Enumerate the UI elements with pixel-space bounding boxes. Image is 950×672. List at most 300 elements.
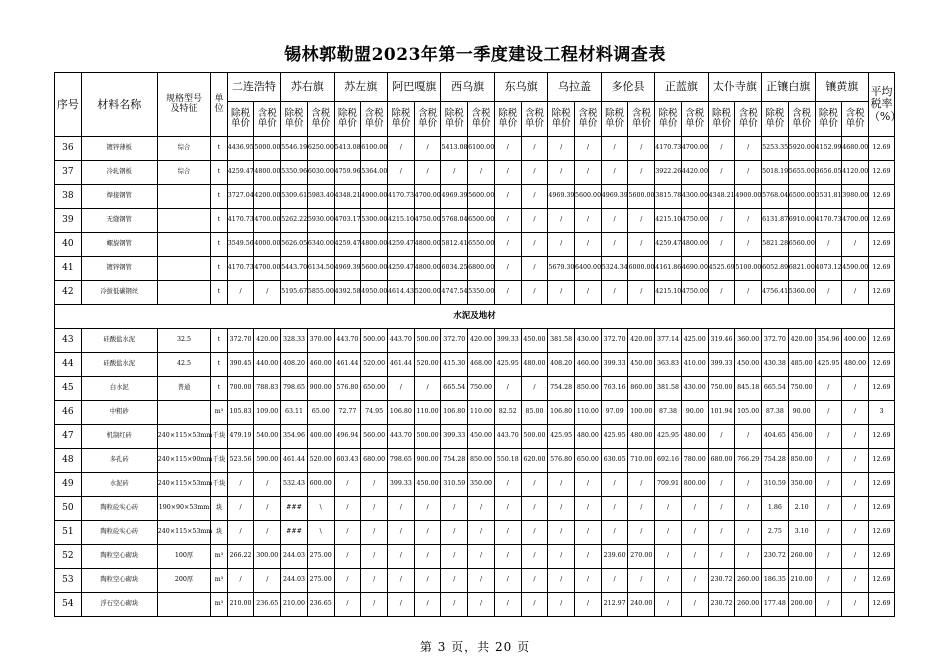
header-region: 苏左旗 xyxy=(334,73,387,102)
price-cell: 310.59 xyxy=(762,473,789,497)
price-cell: / xyxy=(494,137,521,161)
price-cell: 480.00 xyxy=(842,353,869,377)
price-cell: / xyxy=(227,569,254,593)
rate-cell: 12.69 xyxy=(868,185,894,209)
price-cell: / xyxy=(842,377,869,401)
price-cell: / xyxy=(521,593,548,617)
price-cell: / xyxy=(628,473,655,497)
price-cell: 6030.00 xyxy=(307,161,334,185)
price-cell: 6100.00 xyxy=(361,137,388,161)
table-row xyxy=(55,473,895,497)
material-name: 白水泥 xyxy=(81,377,157,401)
price-cell: / xyxy=(414,521,441,545)
price-cell: 420.00 xyxy=(628,329,655,353)
price-cell: / xyxy=(735,209,762,233)
materials-table xyxy=(54,72,902,617)
price-cell: 372.70 xyxy=(762,329,789,353)
price-cell: / xyxy=(815,377,842,401)
price-cell: / xyxy=(601,497,628,521)
price-cell: 372.70 xyxy=(441,329,468,353)
price-cell: / xyxy=(441,593,468,617)
price-cell: ### xyxy=(281,497,308,521)
header-region: 多伦县 xyxy=(601,73,654,102)
price-cell: 520.00 xyxy=(414,353,441,377)
material-spec: 综合 xyxy=(157,137,210,161)
price-cell: \ xyxy=(307,497,334,521)
price-cell: 5300.00 xyxy=(361,209,388,233)
price-cell: / xyxy=(548,233,575,257)
material-unit: t xyxy=(211,233,227,257)
price-cell: 461.44 xyxy=(334,353,361,377)
price-cell: 5855.00 xyxy=(307,281,334,305)
price-cell: 390.45 xyxy=(227,353,254,377)
price-cell: 900.00 xyxy=(414,449,441,473)
price-cell: / xyxy=(414,377,441,401)
price-cell: / xyxy=(388,161,415,185)
header-region: 西乌旗 xyxy=(441,73,494,102)
price-cell: / xyxy=(361,569,388,593)
price-cell: 4747.54 xyxy=(441,281,468,305)
price-cell: 600.00 xyxy=(307,473,334,497)
price-cell: 6550.00 xyxy=(468,233,495,257)
row-index: 54 xyxy=(55,593,82,617)
price-cell: 800.00 xyxy=(681,473,708,497)
header-price-in-tax: 含税单价 xyxy=(521,102,548,137)
price-cell: / xyxy=(361,545,388,569)
price-cell: 399.33 xyxy=(494,329,521,353)
price-cell: 230.72 xyxy=(762,545,789,569)
price-cell: 381.58 xyxy=(655,377,682,401)
price-cell: / xyxy=(681,545,708,569)
price-cell: 754.28 xyxy=(548,377,575,401)
price-cell: / xyxy=(735,233,762,257)
price-cell: / xyxy=(494,281,521,305)
price-cell: 4420.00 xyxy=(681,161,708,185)
header-unit: 单位 xyxy=(211,73,227,137)
price-cell: 4700.00 xyxy=(414,185,441,209)
rate-cell: 12.69 xyxy=(868,377,894,401)
price-cell: 485.00 xyxy=(788,353,815,377)
price-cell: / xyxy=(468,497,495,521)
price-cell: / xyxy=(815,425,842,449)
price-cell: 4900.00 xyxy=(361,185,388,209)
price-cell: 430.00 xyxy=(575,329,602,353)
price-cell: 754.28 xyxy=(441,449,468,473)
rate-cell: 12.69 xyxy=(868,449,894,473)
row-index: 39 xyxy=(55,209,82,233)
table-row xyxy=(55,329,895,353)
price-cell: / xyxy=(575,281,602,305)
price-cell: / xyxy=(628,569,655,593)
material-unit: t xyxy=(211,209,227,233)
header-price-in-tax: 含税单价 xyxy=(575,102,602,137)
price-cell: 6910.00 xyxy=(788,209,815,233)
price-cell: / xyxy=(388,497,415,521)
price-cell: / xyxy=(548,473,575,497)
price-cell: 210.00 xyxy=(281,593,308,617)
material-name: 无缝钢管 xyxy=(81,209,157,233)
price-cell: / xyxy=(254,569,281,593)
price-cell: 665.54 xyxy=(762,377,789,401)
price-cell: / xyxy=(548,545,575,569)
price-cell: 408.20 xyxy=(281,353,308,377)
price-cell: / xyxy=(468,545,495,569)
header-name: 材料名称 xyxy=(81,73,157,137)
price-cell: / xyxy=(815,593,842,617)
material-unit: t xyxy=(211,353,227,377)
price-cell: 5413.08 xyxy=(441,137,468,161)
price-cell: 5679.30 xyxy=(548,257,575,281)
price-cell: / xyxy=(494,473,521,497)
price-cell: 3531.81 xyxy=(815,185,842,209)
price-cell: 4614.43 xyxy=(388,281,415,305)
price-cell: / xyxy=(628,521,655,545)
material-spec xyxy=(157,233,210,257)
price-cell: / xyxy=(655,545,682,569)
price-cell: / xyxy=(708,161,735,185)
price-cell: 5600.00 xyxy=(468,185,495,209)
price-cell: 266.22 xyxy=(227,545,254,569)
price-cell: 480.00 xyxy=(628,425,655,449)
price-cell: 4120.00 xyxy=(842,161,869,185)
price-cell: 4969.39 xyxy=(548,185,575,209)
price-cell: / xyxy=(227,473,254,497)
row-index: 40 xyxy=(55,233,82,257)
price-cell: 319.46 xyxy=(708,329,735,353)
price-cell: 4170.73 xyxy=(655,137,682,161)
price-cell: / xyxy=(575,497,602,521)
price-cell: 4703.17 xyxy=(334,209,361,233)
price-cell: / xyxy=(601,137,628,161)
price-cell: / xyxy=(494,161,521,185)
price-cell: 6134.50 xyxy=(307,257,334,281)
price-cell: / xyxy=(441,521,468,545)
price-cell: / xyxy=(681,593,708,617)
price-cell: 4750.00 xyxy=(414,209,441,233)
price-cell: / xyxy=(388,137,415,161)
price-cell: / xyxy=(735,497,762,521)
price-cell: 82.52 xyxy=(494,401,521,425)
table-row xyxy=(55,449,895,473)
price-cell: / xyxy=(815,449,842,473)
price-cell: 480.00 xyxy=(681,425,708,449)
price-cell: / xyxy=(548,161,575,185)
material-spec: 综合 xyxy=(157,161,210,185)
price-cell: 450.00 xyxy=(414,473,441,497)
price-cell: 798.65 xyxy=(281,377,308,401)
price-cell: 650.00 xyxy=(361,377,388,401)
price-cell: 240.00 xyxy=(628,593,655,617)
price-cell: 110.00 xyxy=(575,401,602,425)
price-cell: / xyxy=(842,425,869,449)
price-cell: / xyxy=(441,497,468,521)
header-region: 太仆寺旗 xyxy=(708,73,761,102)
price-cell: / xyxy=(548,209,575,233)
price-cell: 5360.00 xyxy=(788,281,815,305)
price-cell: / xyxy=(468,593,495,617)
price-cell: / xyxy=(494,521,521,545)
material-name: 硅酸盐水泥 xyxy=(81,353,157,377)
material-unit: 块 xyxy=(211,497,227,521)
price-cell: 310.59 xyxy=(441,473,468,497)
header-index: 序号 xyxy=(55,73,82,137)
price-cell: 440.00 xyxy=(254,353,281,377)
price-cell: / xyxy=(735,521,762,545)
price-cell: / xyxy=(628,281,655,305)
table-row xyxy=(55,521,895,545)
price-cell: / xyxy=(708,425,735,449)
table-row xyxy=(55,569,895,593)
price-cell: / xyxy=(441,161,468,185)
material-unit: m³ xyxy=(211,569,227,593)
header-price-ex-tax: 除税单价 xyxy=(494,102,521,137)
price-cell: 6250.00 xyxy=(307,137,334,161)
material-unit: 千块 xyxy=(211,473,227,497)
price-cell: 680.00 xyxy=(361,449,388,473)
price-cell: / xyxy=(548,137,575,161)
price-cell: 480.00 xyxy=(575,425,602,449)
header-region: 镶黄旗 xyxy=(815,73,868,102)
price-cell: 3656.05 xyxy=(815,161,842,185)
price-cell: 4259.47 xyxy=(388,233,415,257)
price-cell: 750.00 xyxy=(788,377,815,401)
material-name: 镀锌薄板 xyxy=(81,137,157,161)
price-cell: / xyxy=(441,569,468,593)
price-cell: / xyxy=(388,521,415,545)
rate-cell: 12.69 xyxy=(868,521,894,545)
price-cell: 3815.78 xyxy=(655,185,682,209)
row-index: 42 xyxy=(55,281,82,305)
price-cell: 5262.22 xyxy=(281,209,308,233)
price-cell: 500.00 xyxy=(414,329,441,353)
row-index: 51 xyxy=(55,521,82,545)
price-cell: 4525.69 xyxy=(708,257,735,281)
rate-cell: 12.69 xyxy=(868,233,894,257)
price-cell: 85.00 xyxy=(521,401,548,425)
price-cell: / xyxy=(227,281,254,305)
price-cell: 425.00 xyxy=(681,329,708,353)
price-cell: / xyxy=(601,569,628,593)
material-spec: 240×115×53mm xyxy=(157,473,210,497)
price-cell: 798.65 xyxy=(388,449,415,473)
price-cell: / xyxy=(414,137,441,161)
header-row-regions xyxy=(55,73,895,102)
header-price-in-tax: 含税单价 xyxy=(842,102,869,137)
price-cell: 212.97 xyxy=(601,593,628,617)
header-price-in-tax: 含税单价 xyxy=(307,102,334,137)
header-region: 东乌旗 xyxy=(494,73,547,102)
price-cell: 260.00 xyxy=(735,569,762,593)
price-cell: 4392.58 xyxy=(334,281,361,305)
price-cell: / xyxy=(708,233,735,257)
price-cell: 425.95 xyxy=(815,353,842,377)
price-cell: 5018.19 xyxy=(762,161,789,185)
price-cell: 101.94 xyxy=(708,401,735,425)
material-name: 多孔砖 xyxy=(81,449,157,473)
price-cell: / xyxy=(361,497,388,521)
price-cell: 360.00 xyxy=(735,329,762,353)
price-cell: 479.19 xyxy=(227,425,254,449)
table-row xyxy=(55,185,895,209)
price-cell: 4690.00 xyxy=(681,257,708,281)
price-cell: / xyxy=(681,497,708,521)
price-cell: 4750.00 xyxy=(681,209,708,233)
price-cell: 2.10 xyxy=(788,497,815,521)
price-cell: / xyxy=(521,377,548,401)
price-cell: 5600.00 xyxy=(361,257,388,281)
price-cell: / xyxy=(254,497,281,521)
price-cell: 4215.10 xyxy=(655,281,682,305)
price-cell: / xyxy=(521,209,548,233)
price-cell: 210.00 xyxy=(227,593,254,617)
price-cell: 105.00 xyxy=(735,401,762,425)
price-cell: 460.00 xyxy=(307,353,334,377)
price-cell: 399.33 xyxy=(441,425,468,449)
table-row xyxy=(55,281,895,305)
price-cell: / xyxy=(815,497,842,521)
price-cell: 275.00 xyxy=(307,545,334,569)
price-cell: 90.00 xyxy=(788,401,815,425)
header-price-in-tax: 含税单价 xyxy=(681,102,708,137)
price-cell: 860.00 xyxy=(628,377,655,401)
price-cell: 410.00 xyxy=(681,353,708,377)
price-cell: 420.00 xyxy=(788,329,815,353)
rate-cell: 12.69 xyxy=(868,257,894,281)
header-region: 二连浩特 xyxy=(227,73,280,102)
price-cell: 692.16 xyxy=(655,449,682,473)
price-cell: / xyxy=(575,569,602,593)
price-cell: 450.00 xyxy=(628,353,655,377)
row-index: 45 xyxy=(55,377,82,401)
price-cell: 845.18 xyxy=(735,377,762,401)
price-cell: / xyxy=(601,521,628,545)
price-cell: 500.00 xyxy=(414,425,441,449)
price-cell: / xyxy=(494,233,521,257)
header-price-ex-tax: 除税单价 xyxy=(548,102,575,137)
price-cell: / xyxy=(414,497,441,521)
price-cell: 550.18 xyxy=(494,449,521,473)
material-spec: 240×115×90mm xyxy=(157,449,210,473)
price-cell: / xyxy=(842,497,869,521)
price-cell: / xyxy=(548,569,575,593)
price-cell: 420.00 xyxy=(468,329,495,353)
price-cell: / xyxy=(521,281,548,305)
price-cell: 3980.00 xyxy=(842,185,869,209)
row-index: 43 xyxy=(55,329,82,353)
header-rate: 平均税率（%） xyxy=(868,73,894,137)
price-cell: / xyxy=(334,593,361,617)
price-cell: 6340.00 xyxy=(307,233,334,257)
price-cell: 236.65 xyxy=(307,593,334,617)
material-name: 螺旋钢管 xyxy=(81,233,157,257)
price-cell: 372.70 xyxy=(227,329,254,353)
header-region: 正镶白旗 xyxy=(762,73,815,102)
price-cell: 239.60 xyxy=(601,545,628,569)
price-cell: 6100.00 xyxy=(468,137,495,161)
price-cell: 354.96 xyxy=(815,329,842,353)
price-cell: / xyxy=(601,233,628,257)
table-row xyxy=(55,497,895,521)
price-cell: 106.80 xyxy=(548,401,575,425)
price-cell: 4800.00 xyxy=(681,233,708,257)
price-cell: 72.77 xyxy=(334,401,361,425)
price-cell: ### xyxy=(281,521,308,545)
price-cell: / xyxy=(708,521,735,545)
price-cell: 5600.00 xyxy=(628,185,655,209)
price-cell: / xyxy=(601,161,628,185)
price-cell: 110.00 xyxy=(468,401,495,425)
price-cell: 680.00 xyxy=(708,449,735,473)
price-cell: / xyxy=(388,569,415,593)
row-index: 53 xyxy=(55,569,82,593)
header-price-ex-tax: 除税单价 xyxy=(334,102,361,137)
price-cell: / xyxy=(575,545,602,569)
price-cell: 6821.00 xyxy=(788,257,815,281)
price-cell: 4152.99 xyxy=(815,137,842,161)
price-cell: / xyxy=(735,425,762,449)
material-spec: 240×115×53mm xyxy=(157,425,210,449)
price-cell: 97.09 xyxy=(601,401,628,425)
price-cell: / xyxy=(815,545,842,569)
table-row xyxy=(55,593,895,617)
price-cell: 6400.00 xyxy=(575,257,602,281)
material-unit: 块 xyxy=(211,521,227,545)
price-cell: / xyxy=(708,281,735,305)
price-cell: / xyxy=(548,521,575,545)
price-cell: 4759.96 xyxy=(334,161,361,185)
row-index: 49 xyxy=(55,473,82,497)
price-cell: / xyxy=(334,521,361,545)
price-cell: 850.00 xyxy=(575,377,602,401)
price-cell: 4259.47 xyxy=(334,233,361,257)
price-cell: 4969.39 xyxy=(601,185,628,209)
header-price-in-tax: 含税单价 xyxy=(628,102,655,137)
price-cell: 456.00 xyxy=(788,425,815,449)
material-spec xyxy=(157,185,210,209)
material-name: 水泥砖 xyxy=(81,473,157,497)
price-cell: 425.95 xyxy=(548,425,575,449)
header-price-ex-tax: 除税单价 xyxy=(708,102,735,137)
price-cell: 443.70 xyxy=(388,425,415,449)
price-cell: 4161.86 xyxy=(655,257,682,281)
price-cell: / xyxy=(601,209,628,233)
price-cell: 6034.25 xyxy=(441,257,468,281)
row-index: 41 xyxy=(55,257,82,281)
price-cell: / xyxy=(842,569,869,593)
price-cell: / xyxy=(628,497,655,521)
price-cell: 65.00 xyxy=(307,401,334,425)
header-price-in-tax: 含税单价 xyxy=(788,102,815,137)
price-cell: 4215.10 xyxy=(388,209,415,233)
price-cell: 5821.28 xyxy=(762,233,789,257)
price-cell: / xyxy=(575,137,602,161)
material-spec: 200厚 xyxy=(157,569,210,593)
price-cell: 377.14 xyxy=(655,329,682,353)
price-cell: 177.48 xyxy=(762,593,789,617)
material-unit: m³ xyxy=(211,545,227,569)
price-cell: 210.00 xyxy=(788,569,815,593)
header-price-in-tax: 含税单价 xyxy=(254,102,281,137)
material-unit: 千块 xyxy=(211,425,227,449)
price-cell: 63.11 xyxy=(281,401,308,425)
price-cell: / xyxy=(468,161,495,185)
rate-cell: 12.69 xyxy=(868,329,894,353)
price-cell: 74.95 xyxy=(361,401,388,425)
row-index: 38 xyxy=(55,185,82,209)
table-row xyxy=(55,209,895,233)
price-cell: / xyxy=(842,281,869,305)
material-spec: 190×90×53mm xyxy=(157,497,210,521)
